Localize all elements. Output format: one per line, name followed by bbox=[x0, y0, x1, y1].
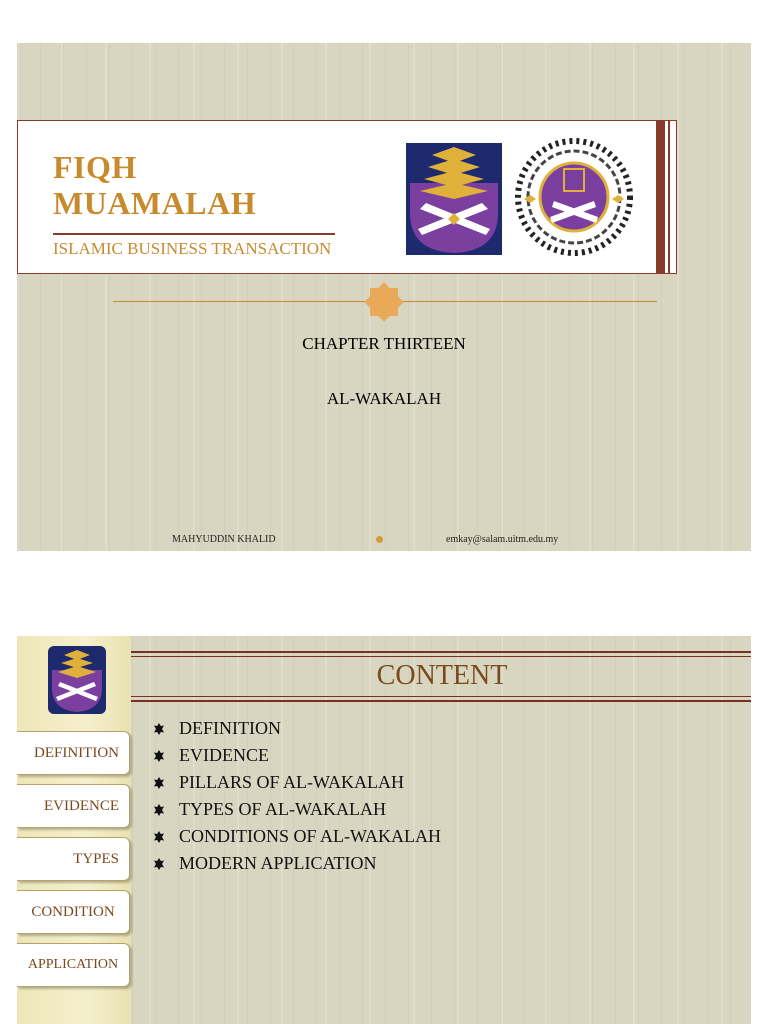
list-item-label: DEFINITION bbox=[179, 718, 281, 738]
bullet-icon bbox=[153, 831, 165, 843]
list-item-label: TYPES OF AL-WAKALAH bbox=[179, 799, 386, 819]
tab-definition[interactable]: DEFINITION bbox=[17, 731, 130, 775]
chapter-topic: AL-WAKALAH bbox=[326, 389, 442, 408]
uitm-crest-icon bbox=[48, 646, 106, 714]
tab-types[interactable]: TYPES bbox=[17, 837, 130, 881]
header-rule-thin bbox=[131, 656, 751, 657]
tab-condition[interactable]: CONDITION bbox=[17, 890, 130, 934]
course-title bbox=[53, 149, 256, 221]
course-title-line2: MUAMALAH bbox=[53, 185, 257, 221]
list-item-label: MODERN APPLICATION bbox=[179, 853, 377, 873]
bullet-icon bbox=[153, 723, 165, 735]
title-band bbox=[17, 120, 677, 274]
uitm-crest-icon bbox=[406, 143, 502, 255]
header-rule bbox=[131, 651, 751, 653]
bullet-icon bbox=[153, 777, 165, 789]
footer-dot bbox=[376, 536, 383, 543]
content-slide bbox=[17, 636, 751, 1024]
list-item-label: EVIDENCE bbox=[179, 745, 269, 765]
title-slide bbox=[17, 43, 751, 551]
content-heading: CONTENT bbox=[376, 660, 508, 691]
list-item bbox=[153, 742, 441, 769]
tab-evidence[interactable]: EVIDENCE bbox=[17, 784, 130, 828]
list-item bbox=[153, 823, 441, 850]
sidebar bbox=[17, 636, 131, 1024]
calligraphy-seal-icon bbox=[514, 137, 634, 257]
list-item-label: PILLARS OF AL-WAKALAH bbox=[179, 772, 404, 792]
content-list bbox=[153, 715, 441, 877]
list-item-label: CONDITIONS OF AL-WAKALAH bbox=[179, 826, 441, 846]
list-item bbox=[153, 850, 441, 877]
title-underline bbox=[53, 233, 335, 235]
header-rule-thin bbox=[131, 696, 751, 697]
tab-application[interactable]: APPLICATION bbox=[17, 943, 130, 987]
bullet-icon bbox=[153, 804, 165, 816]
course-subtitle: ISLAMIC BUSINESS TRANSACTION bbox=[53, 239, 332, 258]
list-item bbox=[153, 796, 441, 823]
band-accent-line bbox=[668, 121, 670, 273]
list-item bbox=[153, 769, 441, 796]
bullet-icon bbox=[153, 750, 165, 762]
eight-point-star-icon bbox=[362, 280, 406, 324]
band-accent-bar bbox=[656, 121, 665, 273]
list-item bbox=[153, 715, 441, 742]
course-title-line1: FIQH bbox=[53, 149, 137, 185]
chapter-label: CHAPTER THIRTEEN bbox=[302, 334, 466, 353]
footer-author: MAHYUDDIN KHALID bbox=[172, 534, 276, 545]
header-rule bbox=[131, 700, 751, 702]
bullet-icon bbox=[153, 858, 165, 870]
footer-email: emkay@salam.uitm.edu.my bbox=[446, 534, 559, 545]
